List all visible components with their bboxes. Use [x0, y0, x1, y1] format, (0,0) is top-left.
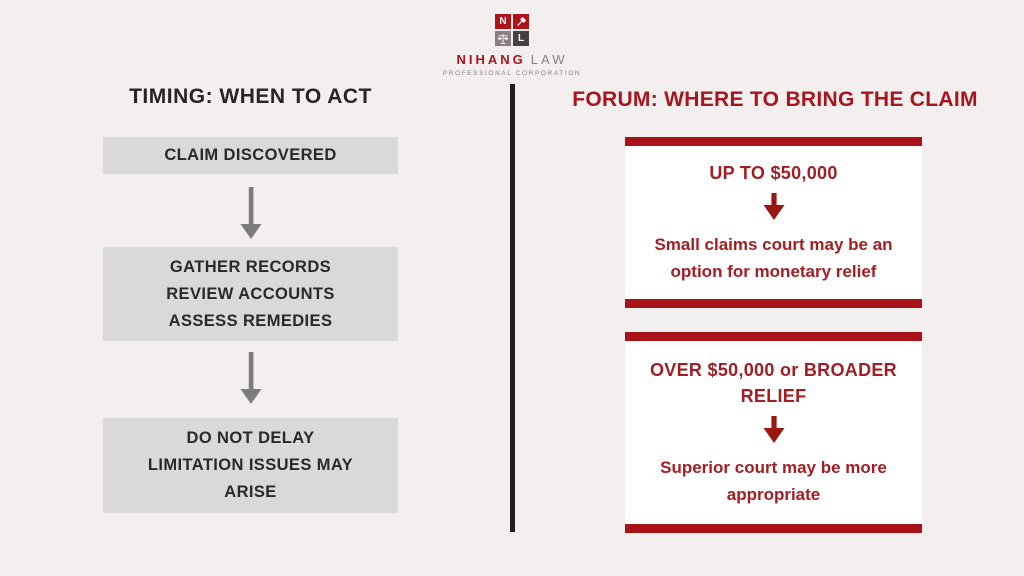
step-line: ASSESS REMEDIES — [168, 311, 333, 330]
step-line: REVIEW ACCOUNTS — [166, 284, 335, 303]
forum-section-title: FORUM: WHERE TO BRING THE CLAIM — [572, 88, 978, 111]
step-line: GATHER RECORDS — [169, 257, 332, 276]
card-top-bar — [625, 137, 922, 146]
logo-name-secondary: LAW — [530, 52, 568, 67]
step-line: LIMITATION ISSUES MAY — [147, 456, 354, 474]
down-arrow-icon — [236, 187, 266, 244]
card-bottom-bar — [625, 299, 922, 308]
card-superior-court — [625, 332, 922, 533]
logo-name-primary: NIHANG — [456, 52, 526, 67]
card-top-bar — [625, 332, 922, 341]
card-small-claims — [625, 137, 922, 308]
logo-grid — [495, 14, 529, 46]
red-down-arrow-icon — [762, 416, 786, 443]
logo-wordmark — [457, 52, 568, 67]
step-line: CLAIM DISCOVERED — [164, 146, 337, 164]
card-description: Superior court may be more appropriate — [660, 458, 887, 504]
step-claim-discovered — [103, 137, 398, 174]
down-arrow-icon — [236, 352, 266, 409]
card-heading: UP TO $50,000 — [709, 163, 838, 183]
logo-letter-l: L — [513, 31, 529, 46]
red-down-arrow-icon — [762, 193, 786, 220]
logo-letter-n: N — [495, 14, 511, 29]
card-body — [625, 146, 922, 299]
step-line: ARISE — [224, 483, 277, 501]
logo-subtitle: PROFESSIONAL CORPORATION — [442, 70, 582, 77]
card-heading: OVER $50,000 or BROADER RELIEF — [650, 360, 897, 406]
logo — [0, 14, 1024, 77]
step-do-not-delay — [103, 418, 398, 513]
card-description: Small claims court may be an option for monetary relief — [654, 235, 893, 281]
gavel-icon — [513, 14, 529, 29]
step-gather-records — [103, 247, 398, 341]
step-line: DO NOT DELAY — [186, 429, 315, 447]
card-bottom-bar — [625, 524, 922, 533]
scales-icon — [495, 31, 511, 46]
timing-section-title: TIMING: WHEN TO ACT — [129, 85, 372, 108]
card-body — [625, 341, 922, 524]
vertical-divider — [510, 84, 515, 532]
